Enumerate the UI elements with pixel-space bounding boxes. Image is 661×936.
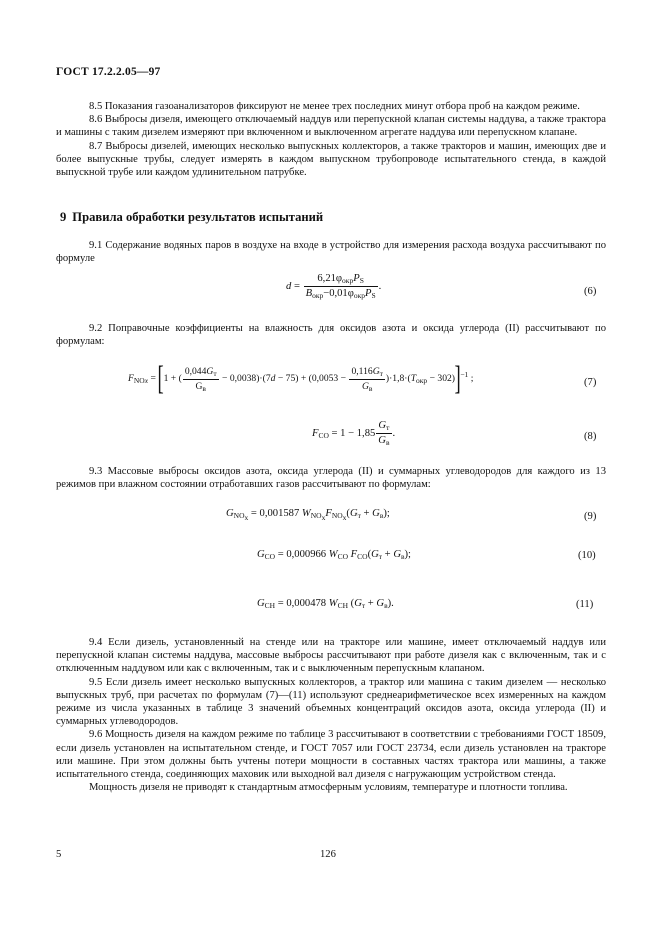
coef-7e: 0,0053 xyxy=(311,373,339,385)
page-number-center: 126 xyxy=(320,849,336,860)
coef-11: 0,000478 xyxy=(286,598,327,609)
coef-10: 0,000966 xyxy=(286,549,327,560)
coef-7g: 1,8 xyxy=(392,373,405,385)
equation-number-10: (10) xyxy=(578,550,596,561)
coef-9: 0,001587 xyxy=(259,508,300,519)
equation-number-6: (6) xyxy=(584,286,597,297)
section-8-paragraphs xyxy=(56,100,606,179)
coef-7c: 7 xyxy=(265,373,271,385)
page-number-left: 5 xyxy=(56,849,62,860)
coef-8: 1,85 xyxy=(356,427,376,439)
paragraph-9-2: 9.2 Поправочные коэффициенты на влажность для оксидов азота и оксида углерода (II) рассчитывают по формулам: xyxy=(56,323,606,348)
section-9-heading xyxy=(60,210,329,225)
paragraph-9-2-block xyxy=(56,322,606,348)
coef-7b: 0,0038 xyxy=(229,373,257,385)
equation-number-7: (7) xyxy=(584,377,597,388)
section-9-remaining-paragraphs xyxy=(56,636,606,794)
paragraph-8-5: 8.5 Показания газоанализаторов фиксируют не менее трех последних минут отбора проб на каждом режиме. xyxy=(89,101,580,112)
paragraph-8-6: 8.6 Выбросы дизеля, имеющего отключаемый наддув или перепускной клапан системы наддува, а также трактора и машины с таким дизелем измеряют при включенном и выключенном агрегате наддува или перепускном клапане. xyxy=(56,114,606,139)
paragraph-9-3: 9.3 Массовые выбросы оксидов азота, оксида углерода (II) и суммарных углеводородов для каждого из 13 режимов при влажном состоянии отработавших газов рассчитывают по формулам: xyxy=(56,466,606,491)
coef-6a: 6,21 xyxy=(317,273,336,284)
equation-number-8: (8) xyxy=(584,431,597,442)
paragraph-8-7: 8.7 Выбросы дизелей, имеющих несколько выпускных коллекторов, а также тракторов и машин, имеющих две и более выпускные трубы, следует измерять в каждом выпускном трубопроводе испытательного стенда, в каждой выпускной трубе или каждом удлинительном патрубке. xyxy=(56,140,606,179)
paragraph-9-1: 9.1 Содержание водяных паров в воздухе на входе в устройство для измерения расхода воздуха рассчитывают по формуле xyxy=(56,240,606,265)
section-9-number: 9 xyxy=(60,210,67,224)
paragraph-9-6: 9.6 Мощность дизеля на каждом режиме по таблице 3 рассчитывают в соответствии с требованиями ГОСТ 18509, если дизель установлен на испытательном стенде, и ГОСТ 7057 или ГОСТ 23734, если дизель установлен на тракторе или машине. При этом должны быть учтены потери мощности в составных частях трактора или машины, а также испытательного стенда, соединяющих маховик или выходной вал дизеля с нагружающим устройством стенда. xyxy=(56,729,606,781)
coef-6b: −0,01 xyxy=(323,288,348,299)
coef-7a: 0,044 xyxy=(184,365,207,377)
paragraph-9-5: 9.5 Если дизель имеет несколько выпускных коллекторов, а трактор или машина с таким дизелем — несколько выпускных труб, при расчетах по формулам (7)—(11) используют среднеарифметическое всех измеренных на каждом режиме из числа указанных в таблице 3 значений объемных концентраций оксидов азота, оксида углерода (II) и суммарных углеводородов. xyxy=(56,676,606,728)
coef-7h: 302 xyxy=(437,373,452,385)
document-header: ГОСТ 17.2.2.05—97 xyxy=(56,66,161,78)
formula-9: $G_{NO_x} = 0,001587$ $W_{NO_x}F_{NO_x}(G_т + G_в)$; xyxy=(226,508,390,522)
formula-6: d = $\frac{6,21\varphi_{окр}P_S}{B_{окр}-0,01\varphi_{окр}P_S}$ . xyxy=(286,273,382,300)
equation-number-9: (9) xyxy=(584,511,597,522)
paragraph-9-3-block xyxy=(56,465,606,491)
paragraph-9-1-block xyxy=(56,239,606,265)
coef-7f: 0,116 xyxy=(351,365,373,377)
formula-8: $F_{CO} = 1 - 1,85$ $\frac{G_т}{G_в}$ . xyxy=(312,420,396,447)
paragraph-9-4: 9.4 Если дизель, установленный на стенде или на тракторе или машине, имеет отключаемый наддув или перепускной клапан системы наддува, массовые выбросы рассчитывают при работе дизеля как с включенным, так и с отключенным наддувом или как с включенным, так и с выключенным перепускным клапаном. xyxy=(56,637,606,675)
equation-number-11: (11) xyxy=(576,599,594,610)
section-9-title: Правила обработки результатов испытаний xyxy=(72,210,324,224)
formula-7: $F_{NOx} = [1$ + ( $\frac{0,044G_т}{G_в}$ − 0,0038)·(7d − 75) + (0,0053 − $\frac{0,116G_т}{G_в}$ )$\cdot 1,8\cdot(T_{окр} - 302)]^{-1}$ ; xyxy=(128,360,474,397)
formula-11: $G_{CH} = 0,000478$ $W_{CH}$ $(G_т + G_в)$. xyxy=(257,598,394,610)
paragraph-9-6-continued: Мощность дизеля не приводят к стандартным атмосферным условиям, температуре и плотности топлива. xyxy=(89,782,568,794)
formula-10: $G_{CO} = 0,000966$ $W_{CO}$ $F_{CO}(G_т + G_в)$; xyxy=(257,549,411,561)
coef-7d: 75 xyxy=(285,373,296,385)
